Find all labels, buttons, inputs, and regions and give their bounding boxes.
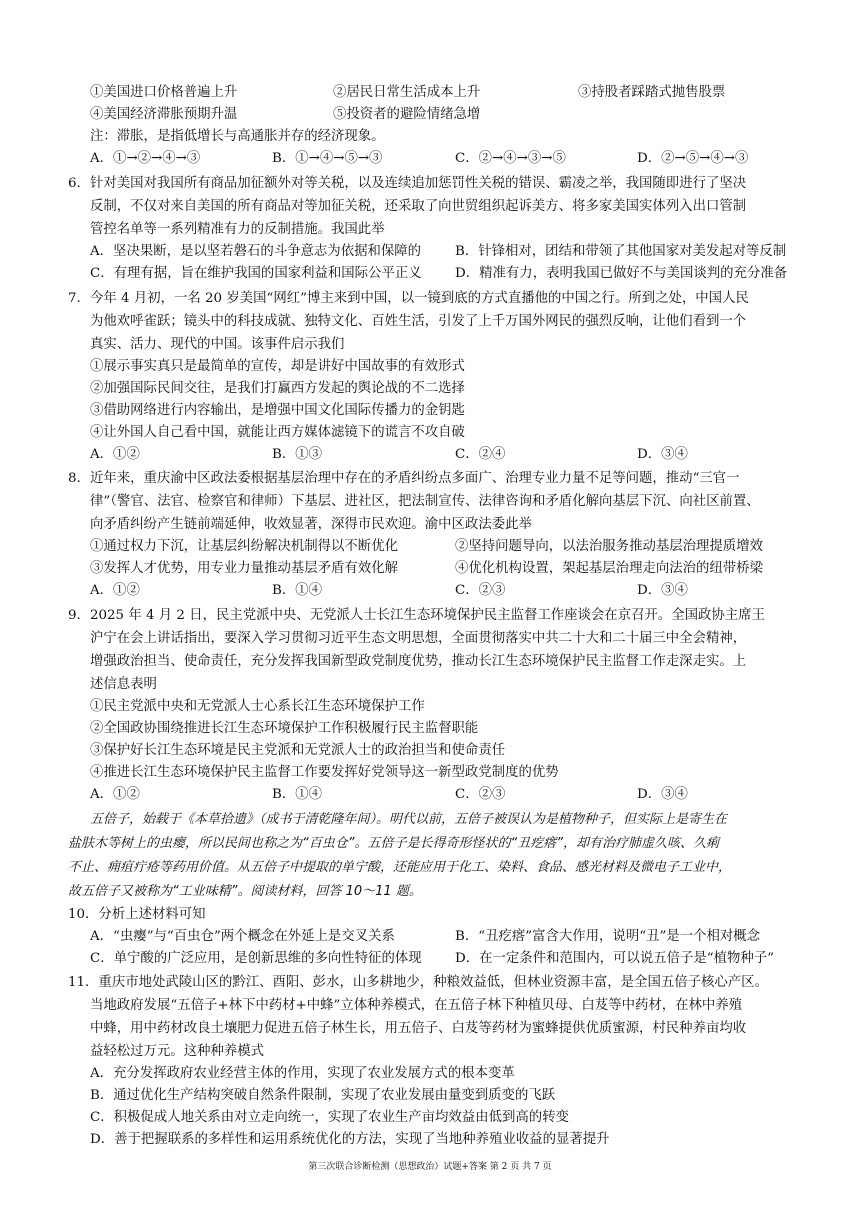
q6-option-c: C．有理有据，旨在维护我国的国家利益和国际公平正义 bbox=[90, 266, 422, 281]
material-line-1: 五倍子，始载于《本草拾遗》（成书于清乾隆年间）。明代以前，五倍子被误认为是植物种子，但实际上是寄生在 bbox=[90, 812, 728, 827]
q8-option-c: C．②③ bbox=[455, 583, 506, 598]
q6-stem-line-2: 反制，不仅对来自美国的所有商品对等加征关税，还采取了向世贸组织起诉美方、将多家美国实体列入出口管制 bbox=[90, 199, 747, 214]
q6-option-a: A．坚决果断，是以坚若磐石的斗争意志为依据和保障的 bbox=[90, 244, 422, 259]
q8-stem-line-2: 律”（警官、法官、检察官和律师）下基层、进社区，把法制宣传、法律咨询和矛盾化解向基层下沉、向社区前置、 bbox=[90, 494, 760, 509]
q9-item-2: ②全国政协围绕推进长江生态环境保护工作积极履行民主监督职能 bbox=[90, 721, 479, 736]
q7-option-d: D．③④ bbox=[637, 447, 688, 462]
q11-option-a: A．充分发挥政府农业经营主体的作用，实现了农业发展方式的根本变革 bbox=[90, 1066, 515, 1081]
q8-stem-line-3: 向矛盾纠纷产生链前端延伸，收效显著，深得市民欢迎。渝中区政法委此举 bbox=[90, 517, 532, 532]
q5-option-d: D．②→⑤→④→③ bbox=[637, 151, 749, 166]
q7-item-1: ①展示事实真只是最简单的宣传，却是讲好中国故事的有效形式 bbox=[90, 359, 465, 374]
q8-option-d: D．③④ bbox=[637, 583, 688, 598]
q6-stem-line-1: 针对美国对我国所有商品加征额外对等关税，以及连续追加惩罚性关税的错误、霸凌之举，我国随即进行了坚决 bbox=[90, 176, 747, 191]
q8-stem-line-1: 近年来，重庆渝中区政法委根据基层治理中存在的矛盾纠纷点多面广、治理专业力量不足等问题，推动“三官一 bbox=[90, 471, 740, 486]
q9-stem-line-4: 述信息表明 bbox=[90, 677, 157, 692]
q5-option-b: B．①→④→⑤→③ bbox=[272, 151, 383, 166]
q10-option-b: B．“丑疙瘩”富含大作用，说明“丑”是一个相对概念 bbox=[455, 929, 761, 944]
q8-option-a: A．①② bbox=[90, 583, 140, 598]
q7-option-a: A．①② bbox=[90, 447, 140, 462]
q11-option-b: B．通过优化生产结构突破自然条件限制，实现了农业发展由量变到质变的飞跃 bbox=[90, 1088, 556, 1103]
q7-stem-line-3: 真实、活力、现代的中国。该事件启示我们 bbox=[90, 337, 345, 352]
q11-stem-line-3: 中蜂，用中药材改良土壤肥力促进五倍子林生长，用五倍子、白芨等药材为蜜蜂提供优质蜜源，村民种养亩均收 bbox=[90, 1021, 747, 1036]
q9-option-a: A．①② bbox=[90, 787, 140, 802]
q6-option-d: D．精准有力，表明我国已做好不与美国谈判的充分准备 bbox=[455, 266, 788, 281]
q9-stem-line-3: 增强政治担当、使命责任，充分发挥我国新型政党制度优势，推动长江生态环境保护民主监督工作走深走实。上 bbox=[90, 654, 747, 669]
q5-option-a: A．①→②→④→③ bbox=[90, 151, 201, 166]
q7-stem-line-1: 今年 4 月初，一名 20 岁美国“网红”博主来到中国，以一镜到底的方式直播他的中国之行。所到之处，中国人民 bbox=[90, 291, 749, 306]
q7-option-c: C．②④ bbox=[455, 447, 506, 462]
q8-number: 8. bbox=[68, 471, 81, 486]
q5-item-5: ⑤投资者的避险情绪急增 bbox=[333, 107, 481, 122]
q7-item-2: ②加强国际民间交往，是我们打赢西方发起的舆论战的不二选择 bbox=[90, 381, 465, 396]
q10-option-c: C．单宁酸的广泛应用，是创新思维的多向性特征的体现 bbox=[90, 951, 422, 966]
q8-item-3: ③发挥人才优势，用专业力量推动基层矛盾有效化解 bbox=[90, 561, 398, 576]
q9-stem-line-2: 沪宁在会上讲话指出，要深入学习贯彻习近平生态文明思想，全面贯彻落实中共二十大和二十届三中全会精神， bbox=[90, 631, 747, 646]
q5-note: 注：滞胀，是指低增长与高通胀并存的经济现象。 bbox=[90, 129, 385, 144]
q11-stem-line-4: 益轻松过万元。这种种养模式 bbox=[90, 1044, 265, 1059]
q5-item-2: ②居民日常生活成本上升 bbox=[333, 85, 481, 100]
q11-stem-line-2: 当地政府发展“五倍子+林下中药材+中蜂”立体种养模式，在五倍子林下种植贝母、白芨等中药材，在林中养殖 bbox=[90, 998, 743, 1013]
q10-option-a: A．“虫瘿”与“百虫仓”两个概念在外延上是交叉关系 bbox=[90, 929, 395, 944]
q9-option-d: D．③④ bbox=[637, 787, 688, 802]
q7-option-b: B．①③ bbox=[272, 447, 323, 462]
q9-item-4: ④推进长江生态环境保护民主监督工作要发挥好党领导这一新型政党制度的优势 bbox=[90, 765, 559, 780]
q10-option-d: D．在一定条件和范围内，可以说五倍子是“植物种子” bbox=[455, 951, 775, 966]
material-line-2: 盐肤木等树上的虫瘿，所以民间也称之为“百虫仓”。五倍子是长得奇形怪状的“丑疙瘩”，却有治疗肺虚久咳、久痢 bbox=[68, 836, 719, 851]
material-line-3: 不止、痈疽疔疮等药用价值。从五倍子中提取的单宁酸，还能应用于化工、染料、食品、感光材料及微电子工业中， bbox=[68, 860, 732, 875]
q9-stem-line-1: 2025 年 4 月 2 日，民主党派中央、无党派人士长江生态环境保护民主监督工作座谈会在京召开。全国政协主席王 bbox=[90, 608, 765, 623]
q10-stem: 10．分析上述材料可知 bbox=[68, 907, 206, 922]
page-footer: 第三次联合诊断检测（思想政治）试题+答案 第 2 页 共 7 页 bbox=[308, 1162, 552, 1172]
q5-option-c: C．②→④→③→⑤ bbox=[455, 151, 566, 166]
q9-number: 9. bbox=[68, 608, 81, 623]
q11-option-c: C．积极促成人地关系由对立走向统一，实现了农业生产亩均效益由低到高的转变 bbox=[90, 1110, 569, 1125]
q6-stem-line-3: 管控名单等一系列精准有力的反制措施。我国此举 bbox=[90, 222, 385, 237]
q9-option-c: C．②③ bbox=[455, 787, 506, 802]
q5-item-1: ①美国进口价格普遍上升 bbox=[90, 85, 238, 100]
q8-item-2: ②坚持问题导向，以法治服务推动基层治理提质增效 bbox=[455, 539, 763, 554]
q9-option-b: B．①④ bbox=[272, 787, 323, 802]
q9-item-3: ③保护好长江生态环境是民主党派和无党派人士的政治担当和使命责任 bbox=[90, 743, 506, 758]
q5-item-4: ④美国经济滞胀预期升温 bbox=[90, 107, 238, 122]
q5-item-3: ③持股者踩踏式抛售股票 bbox=[578, 85, 726, 100]
q11-option-d: D．善于把握联系的多样性和运用系统优化的方法，实现了当地种养殖业收益的显著提升 bbox=[90, 1132, 610, 1147]
q6-number: 6. bbox=[68, 176, 81, 191]
q7-item-4: ④让外国人自己看中国，就能让西方媒体滤镜下的谎言不攻自破 bbox=[90, 425, 465, 440]
q8-item-1: ①通过权力下沉，让基层纠纷解决机制得以不断优化 bbox=[90, 539, 398, 554]
q7-number: 7. bbox=[68, 291, 81, 306]
q6-option-b: B．针锋相对，团结和带领了其他国家对美发起对等反制 bbox=[455, 244, 787, 259]
q7-stem-line-2: 为他欢呼雀跃；镜头中的科技成就、独特文化、百姓生活，引发了上千万国外网民的强烈反响，让他们看到一个 bbox=[90, 314, 747, 329]
q11-stem-line-1: 11．重庆市地处武陵山区的黔江、酉阳、彭水，山多耕地少，种粮效益低，但林业资源丰富，是全国五倍子核心产区。 bbox=[68, 975, 768, 990]
material-line-4: 故五倍子又被称为“工业味精”。阅读材料，回答 10～11 题。 bbox=[68, 884, 422, 899]
q9-item-1: ①民主党派中央和无党派人士心系长江生态环境保护工作 bbox=[90, 699, 425, 714]
q8-item-4: ④优化机构设置，架起基层治理走向法治的纽带桥梁 bbox=[455, 561, 763, 576]
q7-item-3: ③借助网络进行内容输出，是增强中国文化国际传播力的金钥匙 bbox=[90, 403, 465, 418]
q8-option-b: B．①④ bbox=[272, 583, 323, 598]
